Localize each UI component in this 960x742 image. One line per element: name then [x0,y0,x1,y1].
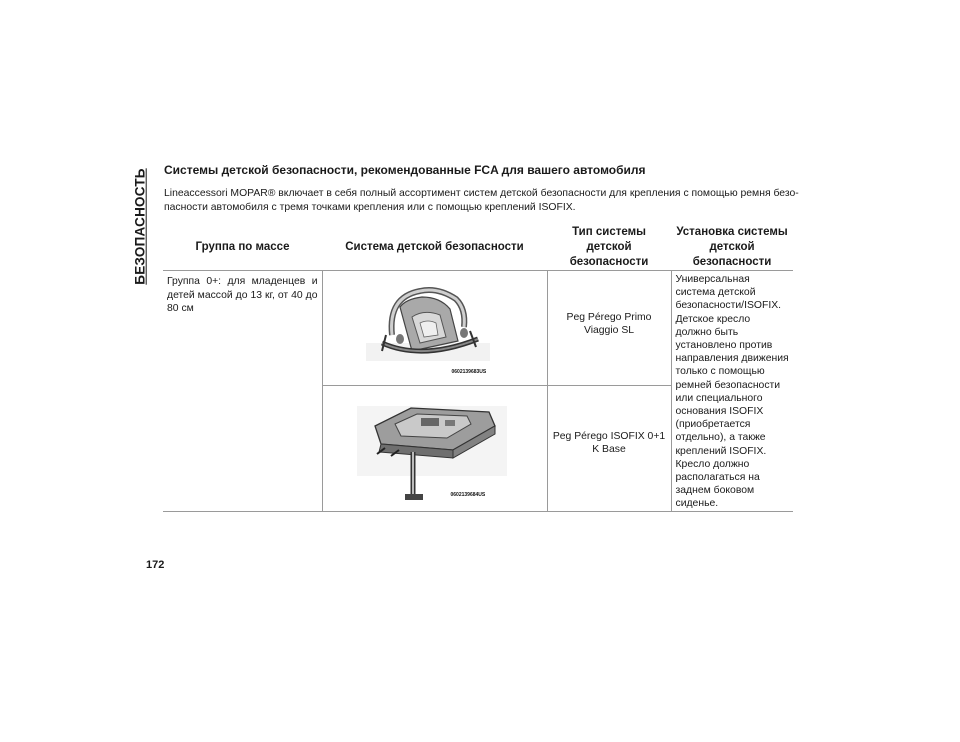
header-system: Система детской безопасности [322,224,547,271]
seat-type-line-2: Viaggio SL [583,325,635,336]
install-line: система детской [675,287,756,299]
install-line: безопасности/ISOFIX. [675,300,782,312]
child-seat-table [163,224,793,512]
install-line: основания ISOFIX [675,406,764,418]
seat-type-cell [547,386,671,512]
seat-type-cell [547,271,671,386]
install-line: только с помощью [675,366,765,378]
header-type: Тип системы детской безопасности [547,224,671,271]
page-number: 172 [146,559,165,571]
install-line: креплений ISOFIX. [675,445,767,457]
group-cell: Группа 0+: для младенцев и детей массой до 13 кг, от 40 до 80 см [163,271,322,512]
install-line: или специального [675,392,763,404]
install-line: ремней безопасности [675,379,781,391]
install-line: сиденье. [675,498,719,510]
seat-image-cell [322,386,547,512]
install-line: Кресло должно [675,458,750,470]
intro-line-1: Lineaccessori MOPAR® включает в себя полный ассортимент систем детской безопасности для крепления с помощью ремня безо- [164,188,799,199]
install-line: отдельно), а также [675,432,766,444]
table-header-row [163,224,793,271]
intro-paragraph [164,187,800,215]
install-line: направления движения [675,353,789,365]
install-line: (приобретается [675,419,751,431]
install-line: заднем боковом [675,485,755,497]
install-cell [671,271,793,512]
infant-carrier-seat-illustration-icon [360,277,510,377]
seat-type-line-1: Peg Pérego Primo [566,312,652,323]
section-tab-label: БЕЗОПАСНОСТЬ [132,167,148,285]
image-code: 0602139684US [450,491,486,498]
image-code: 0602139683US [451,368,487,375]
section-tab [128,166,152,286]
header-install: Установка системы детской безопасности [671,224,793,271]
install-line: Универсальная [675,274,750,285]
install-line: должно быть [675,326,739,338]
intro-line-2: пасности автомобиля с тремя точками крепления или с помощью креплений ISOFIX. [164,202,576,213]
isofix-base-illustration-icon [355,392,515,502]
install-line: Детское кресло [675,313,751,325]
header-group: Группа по массе [163,224,322,271]
seat-image-cell [322,271,547,386]
install-line: располагаться на [675,472,760,484]
install-line: установлено против [675,340,773,352]
seat-type-line-1: Peg Pérego ISOFIX 0+1 [552,431,666,443]
section-heading: Системы детской безопасности, рекомендованные FCA для вашего автомобиля [164,163,646,177]
seat-type-line-2: K Base [592,444,626,456]
table-row [163,271,793,386]
